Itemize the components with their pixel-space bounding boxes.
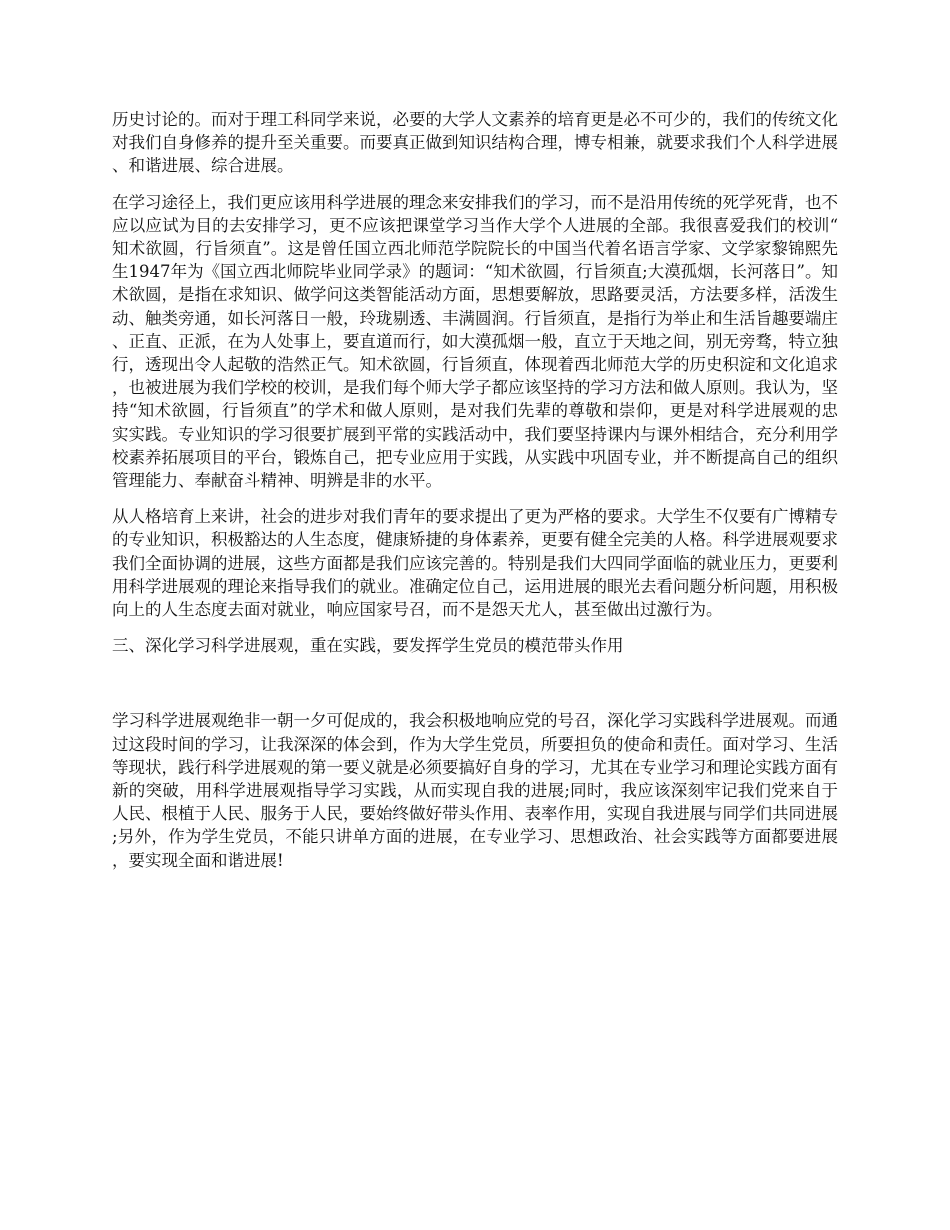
paragraph-4: 学习科学进展观绝非一朝一夕可促成的，我会积极地响应党的号召，深化学习实践科学进展观。而通过这段时间的学习，让我深深的体会到，作为大学生党员，所要担负的使命和责任。面对学习、生活等现状，践行科学进展观的第一要义就是必须要搞好自身的学习，尤其在专业学习和理论实践方面有新的突破，用科学进展观指导学习实践，从而实现自我的进展;同时，我应该深刻牢记我们党来自于人民、根植于人民、服务于人民，要始终做好带头作用、表率作用，实现自我进展与同学们共同进展;另外，作为学生党员，不能只讲单方面的进展，在专业学习、思想政治、社会实践等方面都要进展，要实现全面和谐进展! [112,711,838,870]
paragraph-1: 历史讨论的。而对于理工科同学来说，必要的大学人文素养的培育更是必不可少的，我们的传统文化对我们自身修养的提升至关重要。而要真正做到知识结构合理，博专相兼，就要求我们个人科学进展、和谐进展、综合进展。 [112,110,838,176]
paragraph-2: 在学习途径上，我们更应该用科学进展的理念来安排我们的学习，而不是沿用传统的死学死背，也不应以应试为目的去安排学习，更不应该把课堂学习当作大学个人进展的全部。我很喜爱我们的校训“知术欲圆，行旨须直”。这是曾任国立西北师范学院院长的中国当代着名语言学家、文学家黎锦熙先生1947年为《国立西北师院毕业同学录》的题词：“知术欲圆，行旨须直;大漠孤烟，长河落日”。知术欲圆，是指在求知识、做学问这类智能活动方面，思想要解放，思路要灵活，方法要多样，活泼生动、触类旁通，如长河落日一般，玲珑剔透、丰满圆润。行旨须直，是指行为举止和生活旨趣要端庄、正直、正派，在为人处事上，要直道而行，如大漠孤烟一般，直立于天地之间，别无旁骛，特立独行，透现出令人起敬的浩然正气。知术欲圆，行旨须直，体现着西北师范大学的历史积淀和文化追求，也被进展为我们学校的校训，是我们每个师大学子都应该坚持的学习方法和做人原则。我认为，坚持“知术欲圆，行旨须直”的学术和做人原则，是对我们先辈的尊敬和崇仰，更是对科学进展观的忠实实践。专业知识的学习很要扩展到平常的实践活动中，我们要坚持课内与课外相结合，充分利用学校素养拓展项目的平台，锻炼自己，把专业应用于实践，从实践中巩固专业，并不断提高自己的组织管理能力、奉献奋斗精神、明辨是非的水平。 [112,192,838,491]
blank-line [112,670,838,709]
paragraph-3: 从人格培育上来讲，社会的进步对我们青年的要求提出了更为严格的要求。大学生不仅要有广博精专的专业知识，积极豁达的人生态度，健康矫捷的身体素养，更要有健全完美的人格。科学进展观要求我们全面协调的进展，这些方面都是我们应该完善的。特别是我们大四同学面临的就业压力，更要利用科学进展观的理论来指导我们的就业。准确定位自己，运用进展的眼光去看问题分析问题，用积极向上的人生态度去面对就业，响应国家号召，而不是怨天尤人，甚至做出过激行为。 [112,507,838,620]
section-heading: 三、深化学习科学进展观，重在实践，要发挥学生党员的模范带头作用 [112,636,624,656]
document-body [112,108,838,885]
